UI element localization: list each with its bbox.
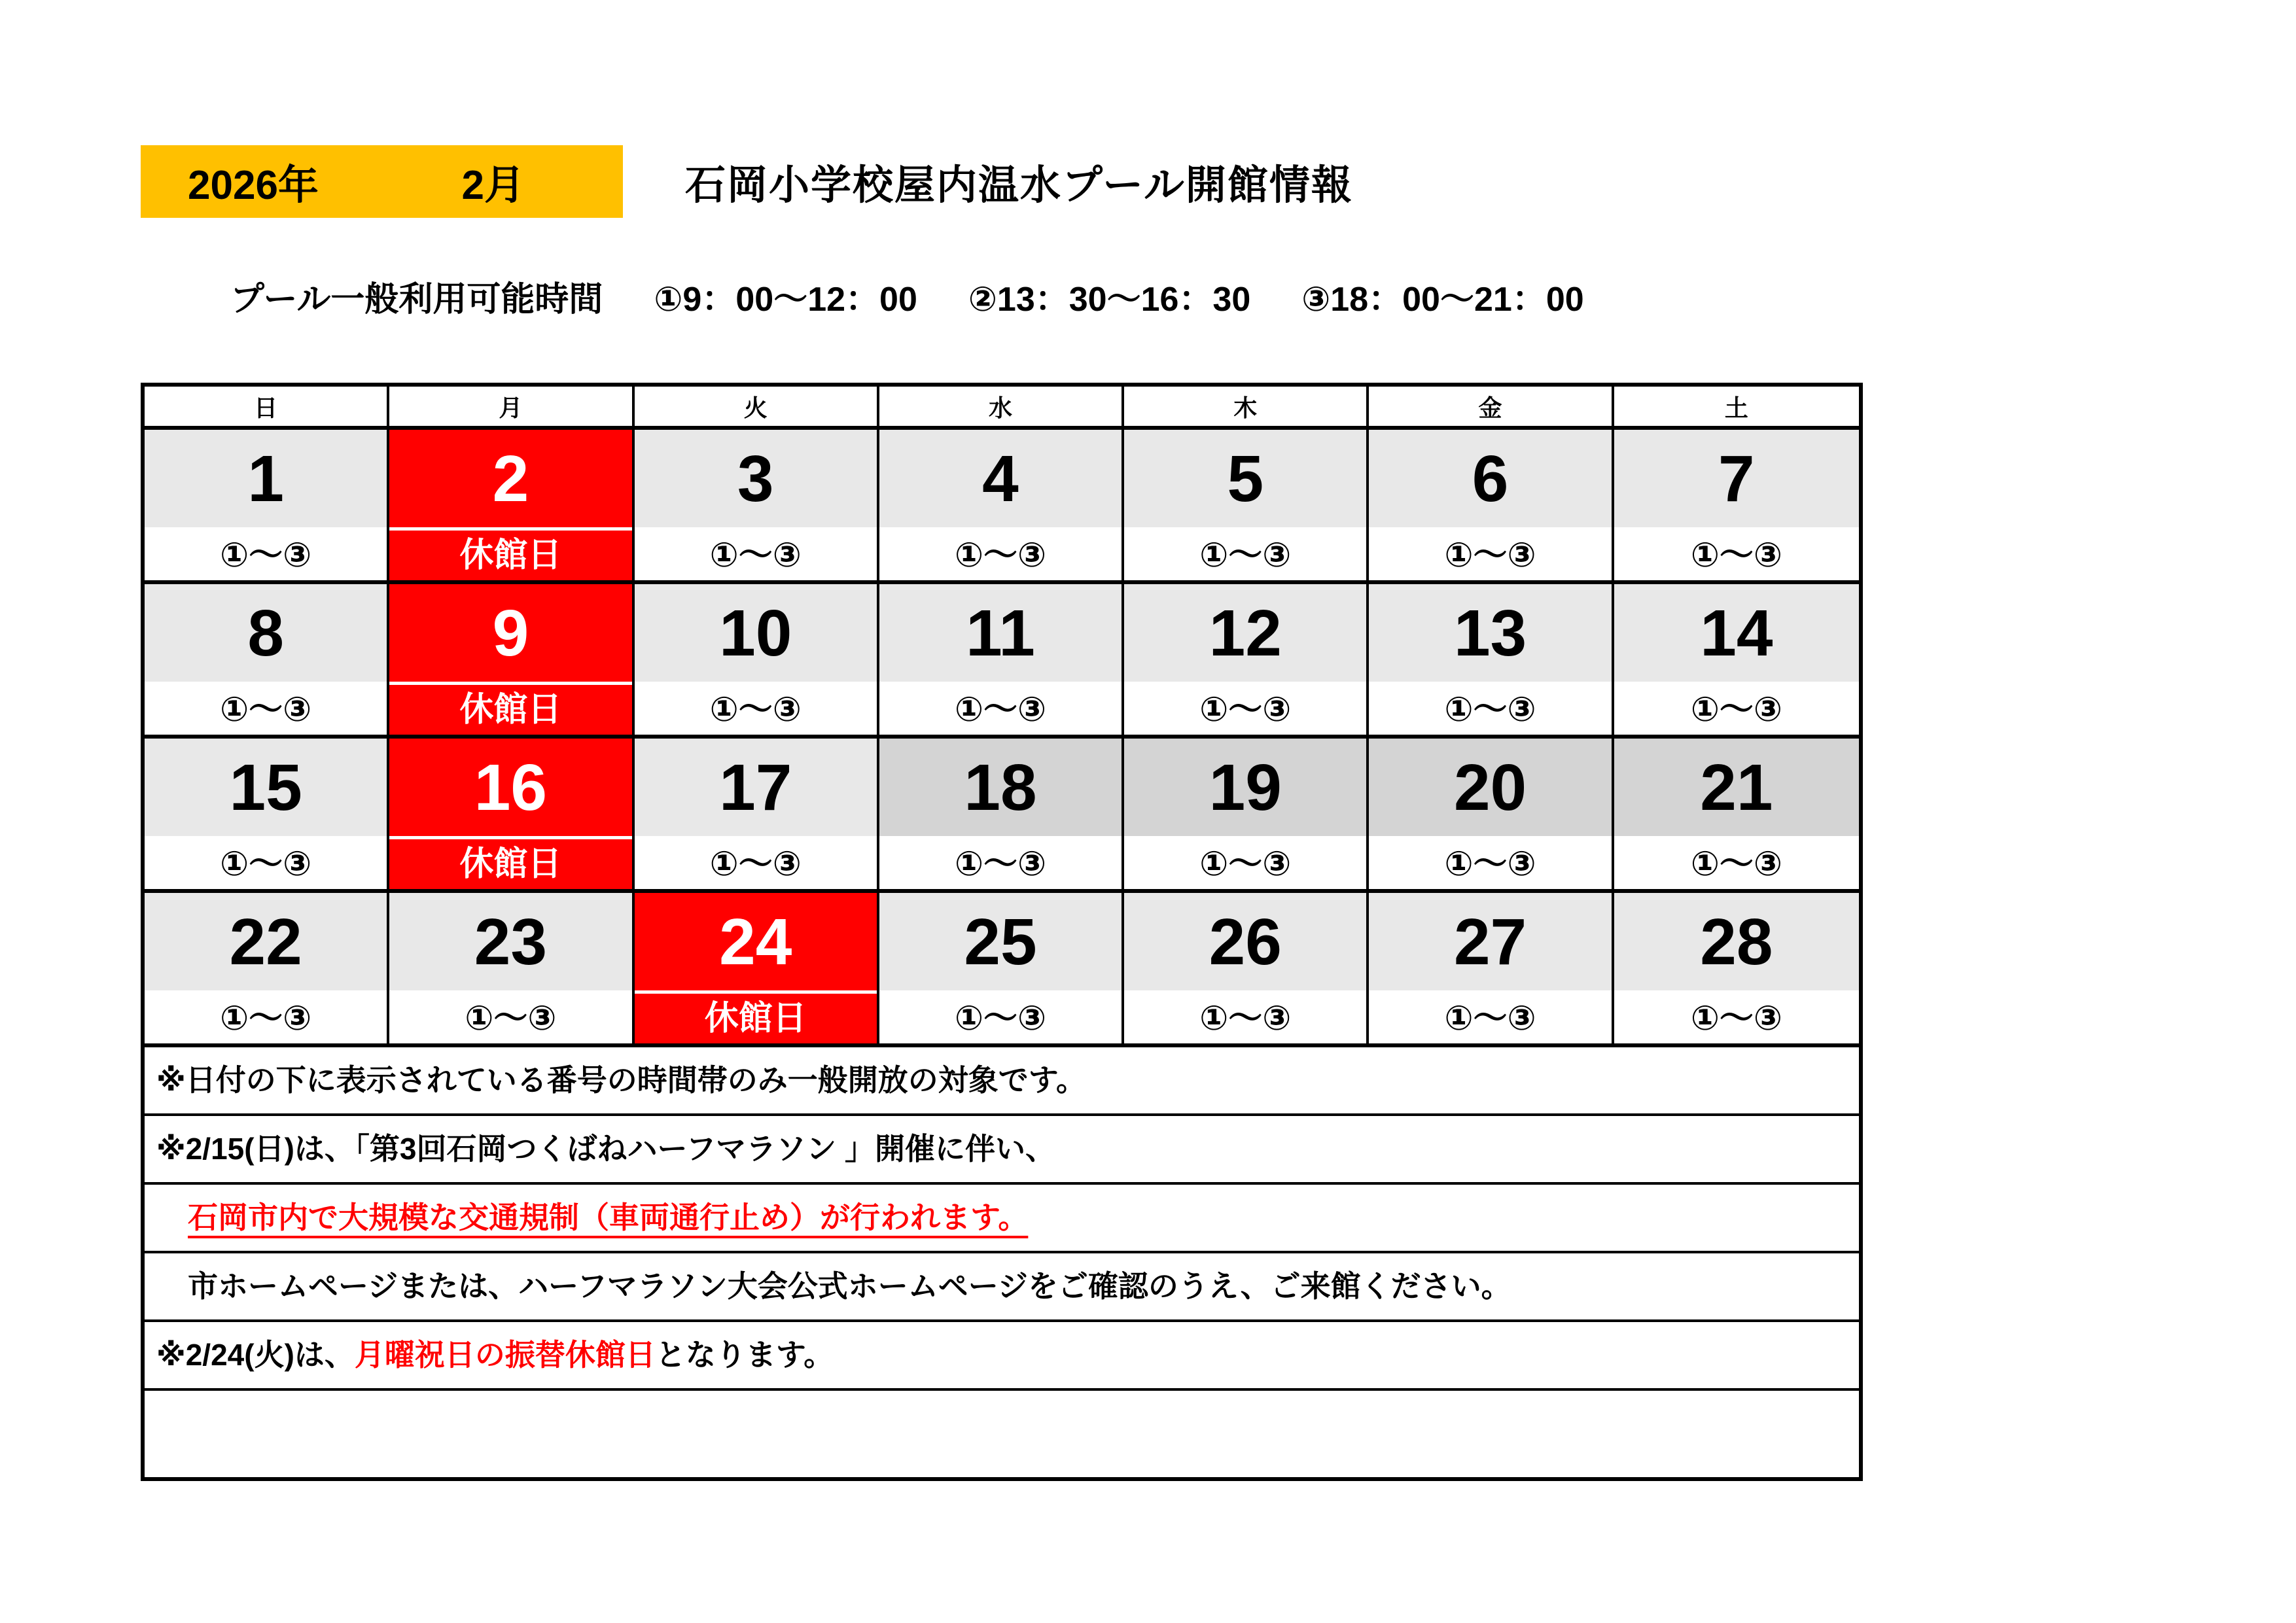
week-row [145,893,1859,1047]
closed-day-label: 休館日 [389,527,631,580]
open-hours-label: ①～③ [1614,682,1859,735]
day-cell [389,893,634,1043]
date-number: 17 [635,739,877,836]
day-cell [145,893,389,1043]
closed-day-cell [389,584,634,735]
closed-day-label: 休館日 [389,836,631,889]
day-cell [1614,430,1859,580]
date-number: 25 [879,893,1122,990]
weekday-header-row [145,387,1859,430]
date-number: 16 [389,739,631,836]
day-cell [145,430,389,580]
closed-day-cell [389,739,634,889]
day-cell [635,739,879,889]
week-row [145,584,1859,739]
open-hours-label: ①～③ [635,836,877,889]
calendar-weeks [145,430,1859,1047]
open-hours-label: ①～③ [1614,990,1859,1043]
weekday-cell: 月 [389,387,634,426]
open-hours-label: ①～③ [879,990,1122,1043]
day-cell [1614,584,1859,735]
day-cell [879,584,1124,735]
day-cell [1124,430,1369,580]
day-cell [1369,739,1614,889]
date-number: 21 [1614,739,1859,836]
day-cell [879,893,1124,1043]
open-hours-label: ①～③ [145,527,387,580]
open-hours-label: ①～③ [145,836,387,889]
date-number: 12 [1124,584,1366,682]
open-hours-label: ①～③ [635,682,877,735]
date-number: 24 [635,893,877,990]
day-cell [1124,893,1369,1043]
date-number: 4 [879,430,1122,527]
open-hours-label: ①～③ [145,682,387,735]
week-row [145,739,1859,893]
note-row [145,1047,1859,1116]
date-number: 6 [1369,430,1611,527]
day-cell [145,739,389,889]
date-number: 19 [1124,739,1366,836]
weekday-cell: 金 [1369,387,1614,426]
open-hours-label: ①～③ [879,682,1122,735]
month-label: 2月 [461,163,525,208]
date-number: 23 [389,893,631,990]
open-hours-label: ①～③ [145,990,387,1043]
calendar-table [141,383,1863,1481]
day-cell [1614,739,1859,889]
year-month-box [141,145,623,218]
day-cell [145,584,389,735]
date-number: 15 [145,739,387,836]
usage-hours-line [230,271,1584,321]
time-slot-1: ①9：00～12：00 [654,281,917,319]
date-number: 22 [145,893,387,990]
date-number: 10 [635,584,877,682]
note-row [145,1116,1859,1185]
weekday-cell: 土 [1614,387,1859,426]
closed-day-label: 休館日 [389,682,631,735]
date-number: 27 [1369,893,1611,990]
date-number: 2 [389,430,631,527]
note-row [145,1322,1859,1391]
note-row [145,1185,1859,1253]
date-number: 11 [879,584,1122,682]
note-text-segment: 月曜祝日の振替休館日 [354,1337,656,1372]
note-text-segment: ※2/15(日)は、「第3回石岡つくばねハーフマラソン 」開催に伴い、 [156,1131,1055,1166]
usage-hours-label: プール一般利用可能時間 [230,281,603,319]
day-cell [879,430,1124,580]
open-hours-label: ①～③ [879,527,1122,580]
date-number: 8 [145,584,387,682]
date-number: 3 [635,430,877,527]
open-hours-label: ①～③ [1614,527,1859,580]
time-slot-3: ③18：00～21：00 [1301,281,1584,319]
date-number: 5 [1124,430,1366,527]
open-hours-label: ①～③ [1124,682,1366,735]
date-number: 18 [879,739,1122,836]
year-label: 2026年 [188,163,319,208]
open-hours-label: ①～③ [1369,682,1611,735]
closed-day-cell [389,430,634,580]
header-bar [141,145,1353,218]
open-hours-label: ①～③ [1614,836,1859,889]
page-title: 石岡小学校屋内温水プール開館情報 [685,163,1353,208]
weekday-cell: 木 [1124,387,1369,426]
date-number: 20 [1369,739,1611,836]
note-text-segment: ※2/24(火)は、 [156,1337,355,1372]
time-slot-2: ②13：30～16：30 [968,281,1251,319]
weekday-cell: 水 [879,387,1124,426]
note-row [145,1253,1859,1322]
open-hours-label: ①～③ [879,836,1122,889]
day-cell [1614,893,1859,1043]
date-number: 26 [1124,893,1366,990]
date-number: 14 [1614,584,1859,682]
week-row [145,430,1859,584]
date-number: 9 [389,584,631,682]
notes-section [145,1047,1859,1477]
note-text-segment: 石岡市内で大規模な交通規制（車両通行止め）が行われます。 [188,1200,1029,1234]
empty-row [145,1391,1859,1477]
date-number: 1 [145,430,387,527]
date-number: 28 [1614,893,1859,990]
open-hours-label: ①～③ [389,990,631,1043]
open-hours-label: ①～③ [635,527,877,580]
weekday-cell: 日 [145,387,389,426]
weekday-cell: 火 [635,387,879,426]
day-cell [635,584,879,735]
date-number: 13 [1369,584,1611,682]
day-cell [1369,584,1614,735]
closed-day-label: 休館日 [635,990,877,1043]
day-cell [879,739,1124,889]
open-hours-label: ①～③ [1124,990,1366,1043]
note-text-segment: となります。 [655,1337,834,1372]
day-cell [1124,739,1369,889]
date-number: 7 [1614,430,1859,527]
day-cell [1369,893,1614,1043]
open-hours-label: ①～③ [1369,527,1611,580]
day-cell [1369,430,1614,580]
open-hours-label: ①～③ [1124,527,1366,580]
closed-day-cell [635,893,879,1043]
open-hours-label: ①～③ [1369,990,1611,1043]
open-hours-label: ①～③ [1124,836,1366,889]
open-hours-label: ①～③ [1369,836,1611,889]
day-cell [1124,584,1369,735]
day-cell [635,430,879,580]
note-text-segment: 市ホームページまたは、ハーフマラソン大会公式ホームページをご確認のうえ、ご来館ください。 [188,1268,1511,1303]
note-text-segment: ※日付の下に表示されている番号の時間帯のみ一般開放の対象です。 [156,1062,1087,1097]
